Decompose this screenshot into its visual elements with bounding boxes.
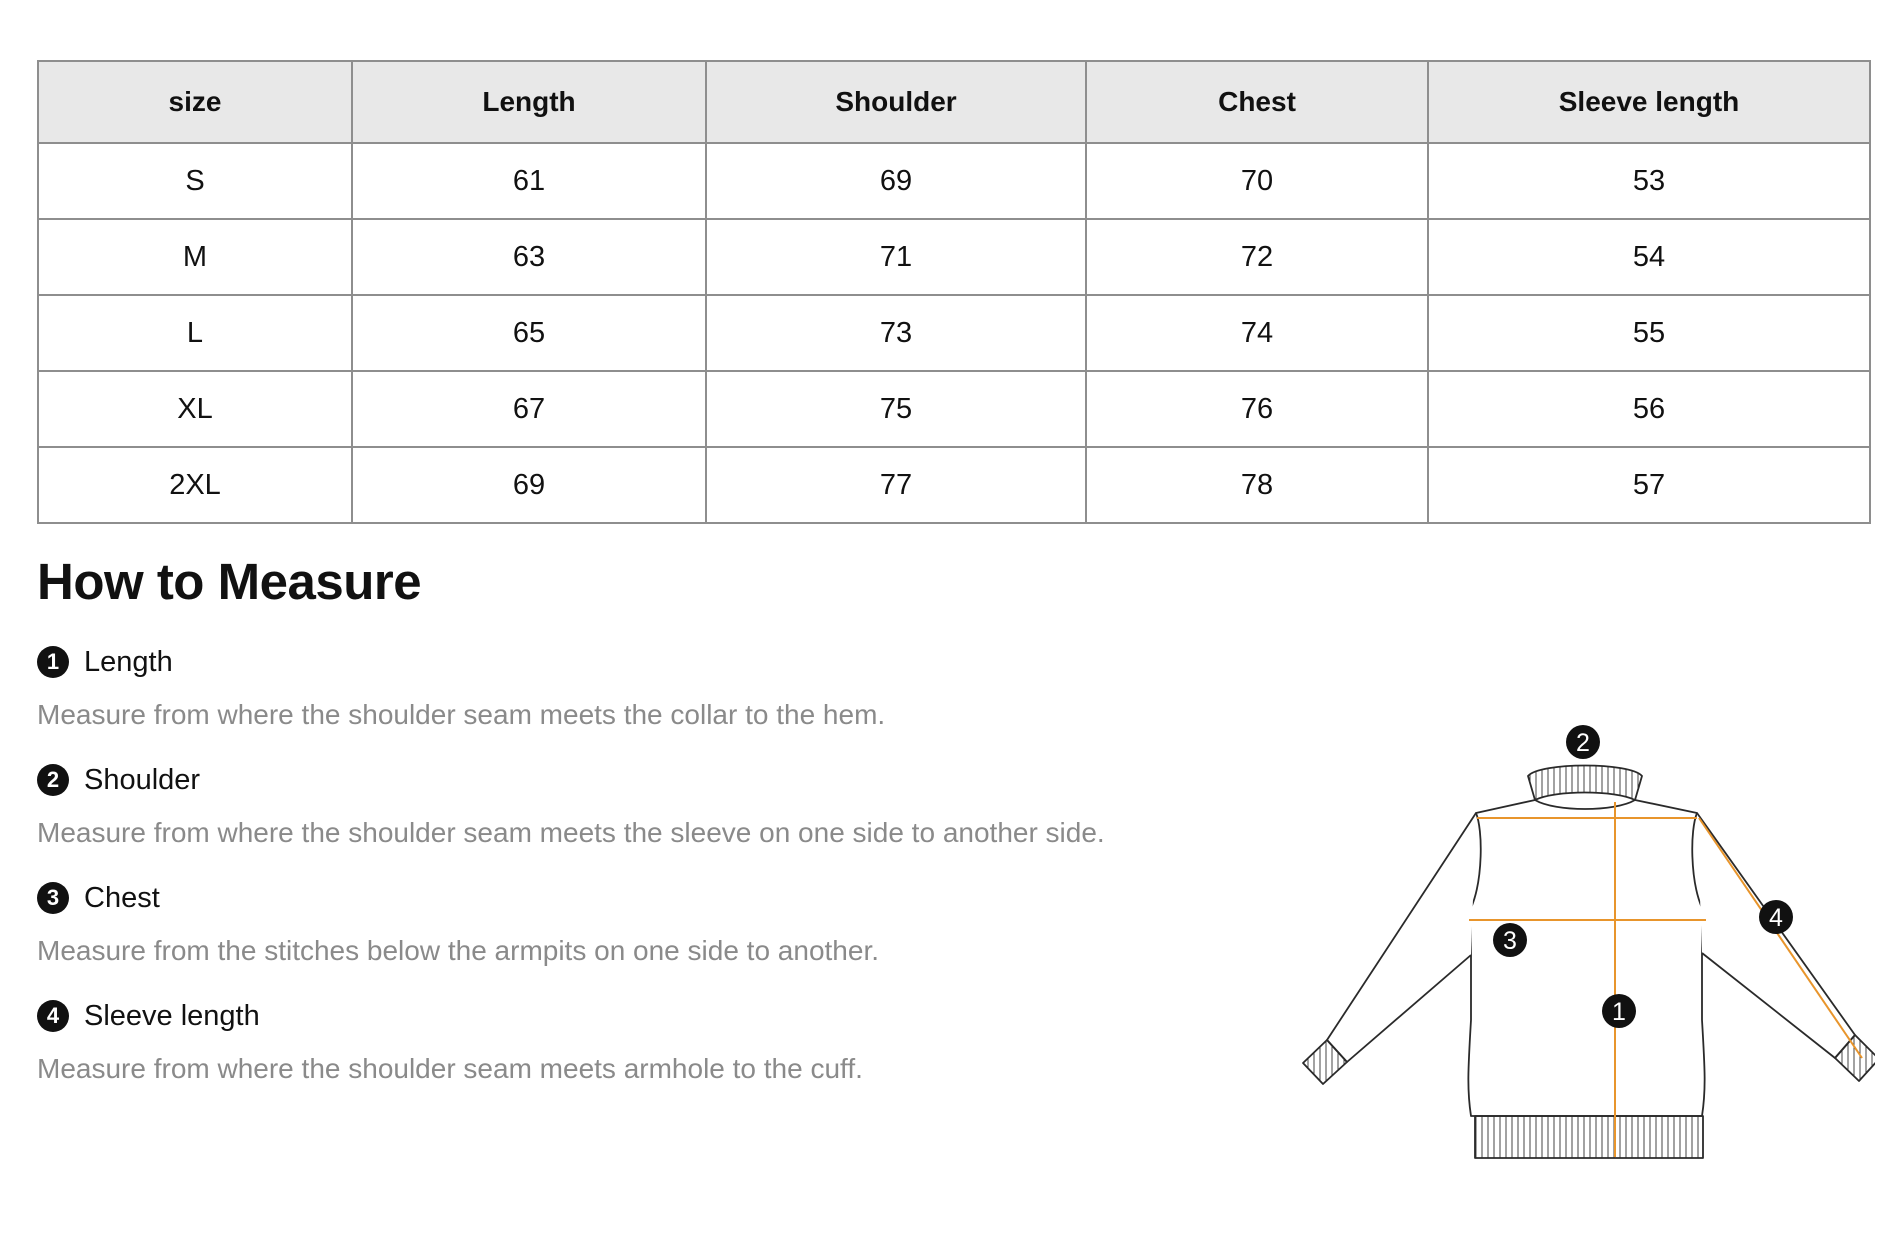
cell-length: 67 bbox=[352, 371, 706, 447]
cell-chest: 70 bbox=[1086, 143, 1428, 219]
cell-shoulder: 75 bbox=[706, 371, 1086, 447]
number-badge: 2 bbox=[37, 764, 69, 796]
cell-length: 61 bbox=[352, 143, 706, 219]
measure-label: Sleeve length bbox=[84, 999, 260, 1032]
marker-4 bbox=[1759, 900, 1793, 934]
table-row bbox=[38, 143, 1870, 219]
cell-size: M bbox=[38, 219, 352, 295]
number-badge: 1 bbox=[37, 646, 69, 678]
cell-shoulder: 77 bbox=[706, 447, 1086, 523]
cell-chest: 72 bbox=[1086, 219, 1428, 295]
cell-shoulder: 73 bbox=[706, 295, 1086, 371]
svg-text:4: 4 bbox=[1769, 904, 1783, 932]
cell-chest: 78 bbox=[1086, 447, 1428, 523]
table-row bbox=[38, 219, 1870, 295]
table-row bbox=[38, 295, 1870, 371]
cell-size: S bbox=[38, 143, 352, 219]
cell-sleeve-length: 53 bbox=[1428, 143, 1870, 219]
cell-length: 69 bbox=[352, 447, 706, 523]
cell-sleeve-length: 56 bbox=[1428, 371, 1870, 447]
svg-text:2: 2 bbox=[1576, 729, 1590, 757]
cell-sleeve-length: 55 bbox=[1428, 295, 1870, 371]
header-sleeve-length: Sleeve length bbox=[1428, 61, 1870, 143]
measure-description: Measure from where the shoulder seam meets the collar to the hem. bbox=[37, 699, 886, 730]
measure-label: Chest bbox=[84, 881, 160, 914]
cell-length: 65 bbox=[352, 295, 706, 371]
header-length: Length bbox=[352, 61, 706, 143]
table-row bbox=[38, 447, 1870, 523]
how-to-measure-title: How to Measure bbox=[37, 553, 422, 610]
header-chest: Chest bbox=[1086, 61, 1428, 143]
cell-size: L bbox=[38, 295, 352, 371]
measure-item-chest bbox=[37, 878, 1237, 967]
measure-label: Shoulder bbox=[84, 763, 201, 796]
table-header-row bbox=[38, 61, 1870, 143]
number-badge: 3 bbox=[37, 882, 69, 914]
cell-sleeve-length: 57 bbox=[1428, 447, 1870, 523]
size-chart-table bbox=[37, 60, 1871, 524]
cell-chest: 76 bbox=[1086, 371, 1428, 447]
measure-description: Measure from where the shoulder seam meets the sleeve on one side to another side. bbox=[37, 817, 1105, 848]
measure-item-shoulder bbox=[37, 760, 1237, 849]
number-badge: 4 bbox=[37, 1000, 69, 1032]
cell-sleeve-length: 54 bbox=[1428, 219, 1870, 295]
sweater-diagram bbox=[1265, 720, 1875, 1160]
cell-length: 63 bbox=[352, 219, 706, 295]
cell-shoulder: 69 bbox=[706, 143, 1086, 219]
measure-description: Measure from where the shoulder seam meets armhole to the cuff. bbox=[37, 1053, 863, 1084]
header-size: size bbox=[38, 61, 352, 143]
sweater-outline-icon bbox=[1303, 766, 1875, 1159]
measure-description: Measure from the stitches below the armpits on one side to another. bbox=[37, 935, 880, 966]
svg-text:1: 1 bbox=[1612, 998, 1626, 1026]
marker-3 bbox=[1493, 923, 1527, 957]
measure-item-length bbox=[37, 642, 1237, 731]
marker-1 bbox=[1602, 994, 1636, 1028]
cell-chest: 74 bbox=[1086, 295, 1428, 371]
header-shoulder: Shoulder bbox=[706, 61, 1086, 143]
marker-2 bbox=[1566, 725, 1600, 759]
measure-label: Length bbox=[84, 645, 173, 678]
cell-shoulder: 71 bbox=[706, 219, 1086, 295]
cell-size: XL bbox=[38, 371, 352, 447]
table-row bbox=[38, 371, 1870, 447]
measure-item-sleeve-length bbox=[37, 996, 1237, 1085]
cell-size: 2XL bbox=[38, 447, 352, 523]
svg-text:3: 3 bbox=[1503, 927, 1517, 955]
